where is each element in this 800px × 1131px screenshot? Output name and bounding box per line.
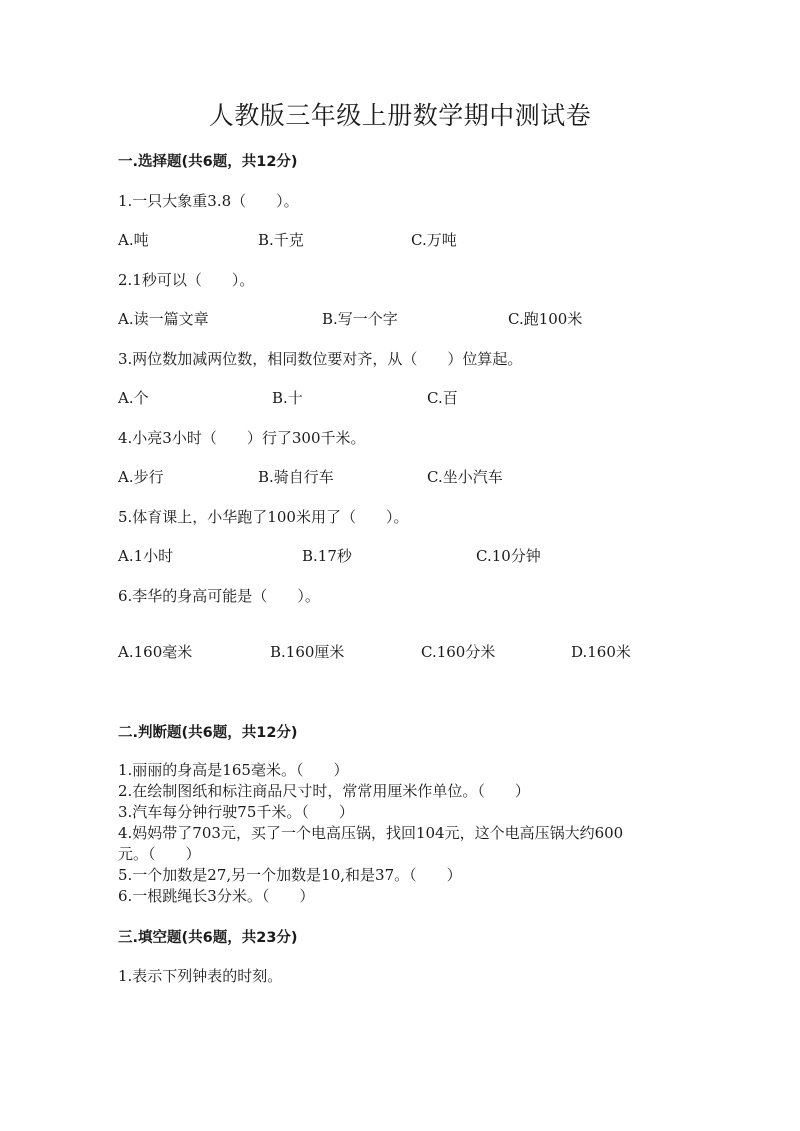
option-d: D.160米: [571, 643, 631, 661]
section-heading-fill-blank: 三.填空题(共6题，共23分): [118, 930, 298, 946]
question-stem: 1.一只大象重3.8（ ）。: [118, 192, 299, 210]
option-a: A.1小时: [118, 547, 174, 565]
option-c: C.坐小汽车: [427, 468, 503, 486]
option-b: B.千克: [258, 231, 304, 249]
judgement-line: 4.妈妈带了703元，买了一个电高压锅，找回104元，这个电高压锅大约600: [118, 824, 624, 842]
option-b: B.骑自行车: [258, 468, 334, 486]
judgement-line: 1.丽丽的身高是165毫米。（ ）: [118, 761, 349, 779]
option-b: B.17秒: [302, 547, 352, 565]
judgement-line: 5.一个加数是27,另一个加数是10,和是37。（ ）: [118, 866, 462, 884]
option-a: A.读一篇文章: [118, 310, 209, 328]
question-stem: 2.1秒可以（ ）。: [118, 271, 255, 289]
option-a: A.吨: [118, 231, 149, 249]
question-stem: 1.表示下列钟表的时刻。: [118, 967, 283, 985]
option-b: B.十: [272, 389, 303, 407]
judgement-line: 2.在绘制图纸和标注商品尺寸时，常常用厘米作单位。（ ）: [118, 782, 530, 800]
question-stem: 5.体育课上，小华跑了100米用了（ ）。: [118, 508, 409, 526]
question-stem: 3.两位数加减两位数，相同数位要对齐，从（ ）位算起。: [118, 350, 523, 368]
question-stem: 4.小亮3小时（ ）行了300千米。: [118, 429, 366, 447]
judgement-line: 元。（ ）: [118, 845, 201, 863]
judgement-line: 3.汽车每分钟行驶75千米。（ ）: [118, 803, 354, 821]
option-a: A.步行: [118, 468, 164, 486]
judgement-line: 6.一根跳绳长3分米。（ ）: [118, 887, 315, 905]
option-c: C.10分钟: [476, 547, 541, 565]
option-c: C.160分米: [421, 643, 496, 661]
option-a: A.个: [118, 389, 149, 407]
section-heading-true-false: 二.判断题(共6题，共12分): [118, 725, 298, 741]
option-c: C.百: [427, 389, 458, 407]
option-a: A.160毫米: [118, 643, 193, 661]
option-b: B.160厘米: [270, 643, 345, 661]
option-c: C.万吨: [411, 231, 457, 249]
section-heading-choice: 一.选择题(共6题，共12分): [118, 154, 298, 170]
option-c: C.跑100米: [508, 310, 583, 328]
page-title: 人教版三年级上册数学期中测试卷: [208, 101, 592, 130]
option-b: B.写一个字: [322, 310, 398, 328]
question-stem: 6.李华的身高可能是（ ）。: [118, 587, 320, 605]
